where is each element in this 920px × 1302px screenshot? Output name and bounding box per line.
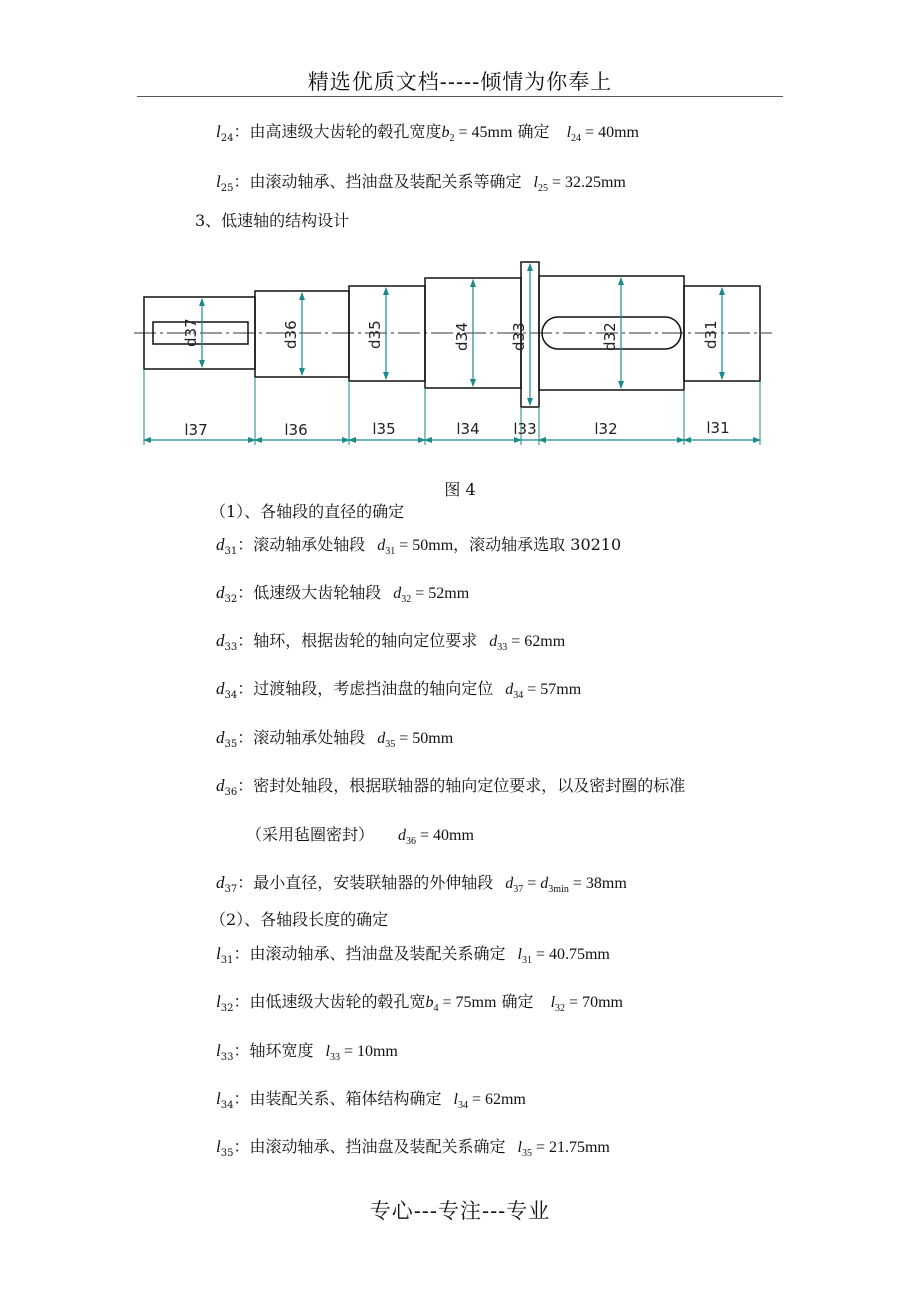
min-sub: 3min: [548, 884, 569, 895]
d36-continuation: [246, 825, 474, 852]
description: ：轴环，根据齿轮的轴向定位要求: [237, 631, 478, 650]
result-sub: 37: [513, 884, 524, 895]
label-l36: l36: [284, 421, 308, 439]
d31-line: [216, 535, 621, 562]
symbol-sub: 32: [220, 1003, 234, 1014]
extra-sub: 2: [449, 133, 455, 144]
d36-line: [216, 776, 685, 803]
result-value: = 38mm: [568, 875, 627, 892]
symbol: l: [216, 1041, 221, 1060]
description: （采用毡圈密封）: [246, 825, 375, 844]
symbol: d: [216, 535, 225, 554]
min-symbol: d: [540, 875, 549, 892]
description: ：低速级大齿轮轴段: [237, 583, 382, 602]
label-l34: l34: [456, 420, 480, 438]
result-symbol: d: [393, 585, 402, 602]
label-d33: d33: [510, 322, 528, 351]
result-sub: 35: [385, 739, 396, 750]
middle-text: 确定: [496, 992, 539, 1011]
result-symbol: l: [325, 1043, 330, 1060]
label-d32: d32: [601, 322, 619, 351]
extra-sub: 4: [433, 1003, 439, 1014]
result-symbol: d: [398, 827, 407, 844]
description: ：轴环宽度: [233, 1041, 314, 1060]
description: ：由滚动轴承、挡油盘及装配关系等确定: [233, 172, 522, 191]
result-symbol: d: [377, 537, 386, 554]
l34-line: [216, 1089, 526, 1116]
part1-title: （1）、各轴段的直径的确定: [210, 502, 405, 521]
symbol-sub: 32: [224, 594, 238, 605]
extra-symbol: b: [425, 994, 434, 1011]
result-symbol: l: [517, 946, 522, 963]
label-d37: d37: [182, 318, 200, 347]
symbol-sub: 37: [224, 884, 238, 895]
result-symbol: l: [517, 1139, 522, 1156]
result-symbol: l: [550, 994, 556, 1011]
l25-line: [216, 172, 626, 199]
description: ：密封处轴段，根据联轴器的轴向定位要求，以及密封圈的标准: [237, 776, 686, 795]
result-symbol: l: [566, 124, 572, 141]
result-value: = 40mm: [416, 827, 474, 844]
extra-value: = 45mm: [454, 124, 513, 141]
label-l37: l37: [184, 421, 208, 439]
result-value: = 40mm: [581, 124, 639, 141]
result-value: = 57mm: [523, 681, 582, 698]
description: ：由滚动轴承、挡油盘及装配关系确定: [233, 944, 506, 963]
result-value: = 52mm: [411, 585, 470, 602]
symbol: d: [216, 679, 225, 698]
shaft-outline: [144, 262, 760, 407]
symbol-sub: 24: [220, 133, 234, 144]
d37-line: [216, 873, 627, 900]
extension-lines: [144, 369, 760, 445]
result-sub: 34: [457, 1100, 468, 1111]
symbol: l: [216, 172, 221, 191]
symbol: l: [216, 122, 221, 141]
label-d34: d34: [453, 322, 471, 351]
d33-line: [216, 631, 565, 658]
result-sub: 32: [555, 1003, 566, 1014]
l32-line: [216, 992, 623, 1019]
symbol: l: [216, 1089, 221, 1108]
part2-title: （2）、各轴段长度的确定: [210, 910, 389, 929]
length-labels: [184, 419, 729, 439]
symbol-sub: 33: [224, 642, 238, 653]
result-symbol: l: [533, 174, 538, 191]
result-value: = 62mm: [507, 633, 566, 650]
result-value: = 21.75mm: [531, 1139, 610, 1156]
result-sub: 34: [513, 690, 524, 701]
symbol-sub: 34: [220, 1100, 234, 1111]
l33-line: [216, 1041, 398, 1068]
description: ：由高速级大齿轮的毂孔宽度: [233, 122, 442, 141]
description: ：由低速级大齿轮的毂孔宽: [233, 992, 426, 1011]
symbol: d: [216, 631, 225, 650]
result-value: = 50mm: [395, 730, 454, 747]
result-sub: 31: [385, 546, 396, 557]
extra-symbol: b: [441, 124, 450, 141]
middle-eq: =: [523, 875, 541, 892]
result-sub: 33: [329, 1052, 340, 1063]
extra-value: = 75mm: [438, 994, 497, 1011]
shaft-diagram: [130, 255, 780, 455]
symbol-sub: 31: [220, 955, 234, 966]
result-symbol: d: [505, 681, 514, 698]
symbol-sub: 31: [224, 546, 238, 557]
result-symbol: d: [377, 730, 386, 747]
symbol: d: [216, 873, 225, 892]
label-l35: l35: [372, 420, 396, 438]
diameter-labels: [182, 318, 720, 351]
symbol-sub: 34: [224, 690, 238, 701]
label-d31: d31: [702, 320, 720, 349]
symbol-sub: 36: [224, 787, 238, 798]
symbol-sub: 35: [224, 739, 238, 750]
symbol: l: [216, 1137, 221, 1156]
description: ：由滚动轴承、挡油盘及装配关系确定: [233, 1137, 506, 1156]
description: ：最小直径，安装联轴器的外伸轴段: [237, 873, 494, 892]
symbol: d: [216, 583, 225, 602]
d35-line: [216, 728, 453, 755]
tail-text: ，滚动轴承选取 30210: [453, 535, 622, 554]
symbol: d: [216, 776, 225, 795]
result-value: = 70mm: [565, 994, 623, 1011]
description: ：滚动轴承处轴段: [237, 728, 366, 747]
middle-text: 确定: [512, 122, 555, 141]
symbol: d: [216, 728, 225, 747]
result-value: = 10mm: [339, 1043, 398, 1060]
label-l32: l32: [594, 420, 618, 438]
result-sub: 31: [521, 955, 532, 966]
result-value: = 40.75mm: [531, 946, 610, 963]
result-symbol: d: [505, 875, 514, 892]
l24-line: [216, 122, 639, 149]
symbol-sub: 33: [220, 1052, 234, 1063]
result-value: = 50mm: [395, 537, 454, 554]
result-sub: 25: [537, 183, 548, 194]
symbol: l: [216, 992, 221, 1011]
result-sub: 35: [521, 1148, 532, 1159]
l35-line: [216, 1137, 610, 1164]
d34-line: [216, 679, 581, 706]
label-d35: d35: [366, 320, 384, 349]
result-sub: 32: [401, 594, 412, 605]
result-symbol: l: [453, 1091, 458, 1108]
description: ：由装配关系、箱体结构确定: [233, 1089, 442, 1108]
result-sub: 24: [571, 133, 582, 144]
page-footer: 专心---专注---专业: [369, 1199, 551, 1223]
result-sub: 36: [406, 836, 417, 847]
description: ：滚动轴承处轴段: [237, 535, 366, 554]
page-header: 精选优质文档-----倾情为你奉上: [307, 70, 613, 94]
label-l33: l33: [513, 420, 537, 438]
description: ：过渡轴段，考虑挡油盘的轴向定位: [237, 679, 494, 698]
l31-line: [216, 944, 610, 971]
symbol: l: [216, 944, 221, 963]
result-symbol: d: [489, 633, 498, 650]
header-divider: [137, 96, 783, 97]
figure-caption: 图 4: [444, 480, 476, 499]
result-value: = 32.25mm: [547, 174, 626, 191]
label-l31: l31: [706, 419, 730, 437]
label-d36: d36: [282, 320, 300, 349]
result-sub: 33: [497, 642, 508, 653]
d32-line: [216, 583, 469, 610]
symbol-sub: 35: [220, 1148, 234, 1159]
symbol-sub: 25: [220, 183, 234, 194]
result-value: = 62mm: [467, 1091, 526, 1108]
section-title: 3、低速轴的结构设计: [195, 211, 350, 230]
